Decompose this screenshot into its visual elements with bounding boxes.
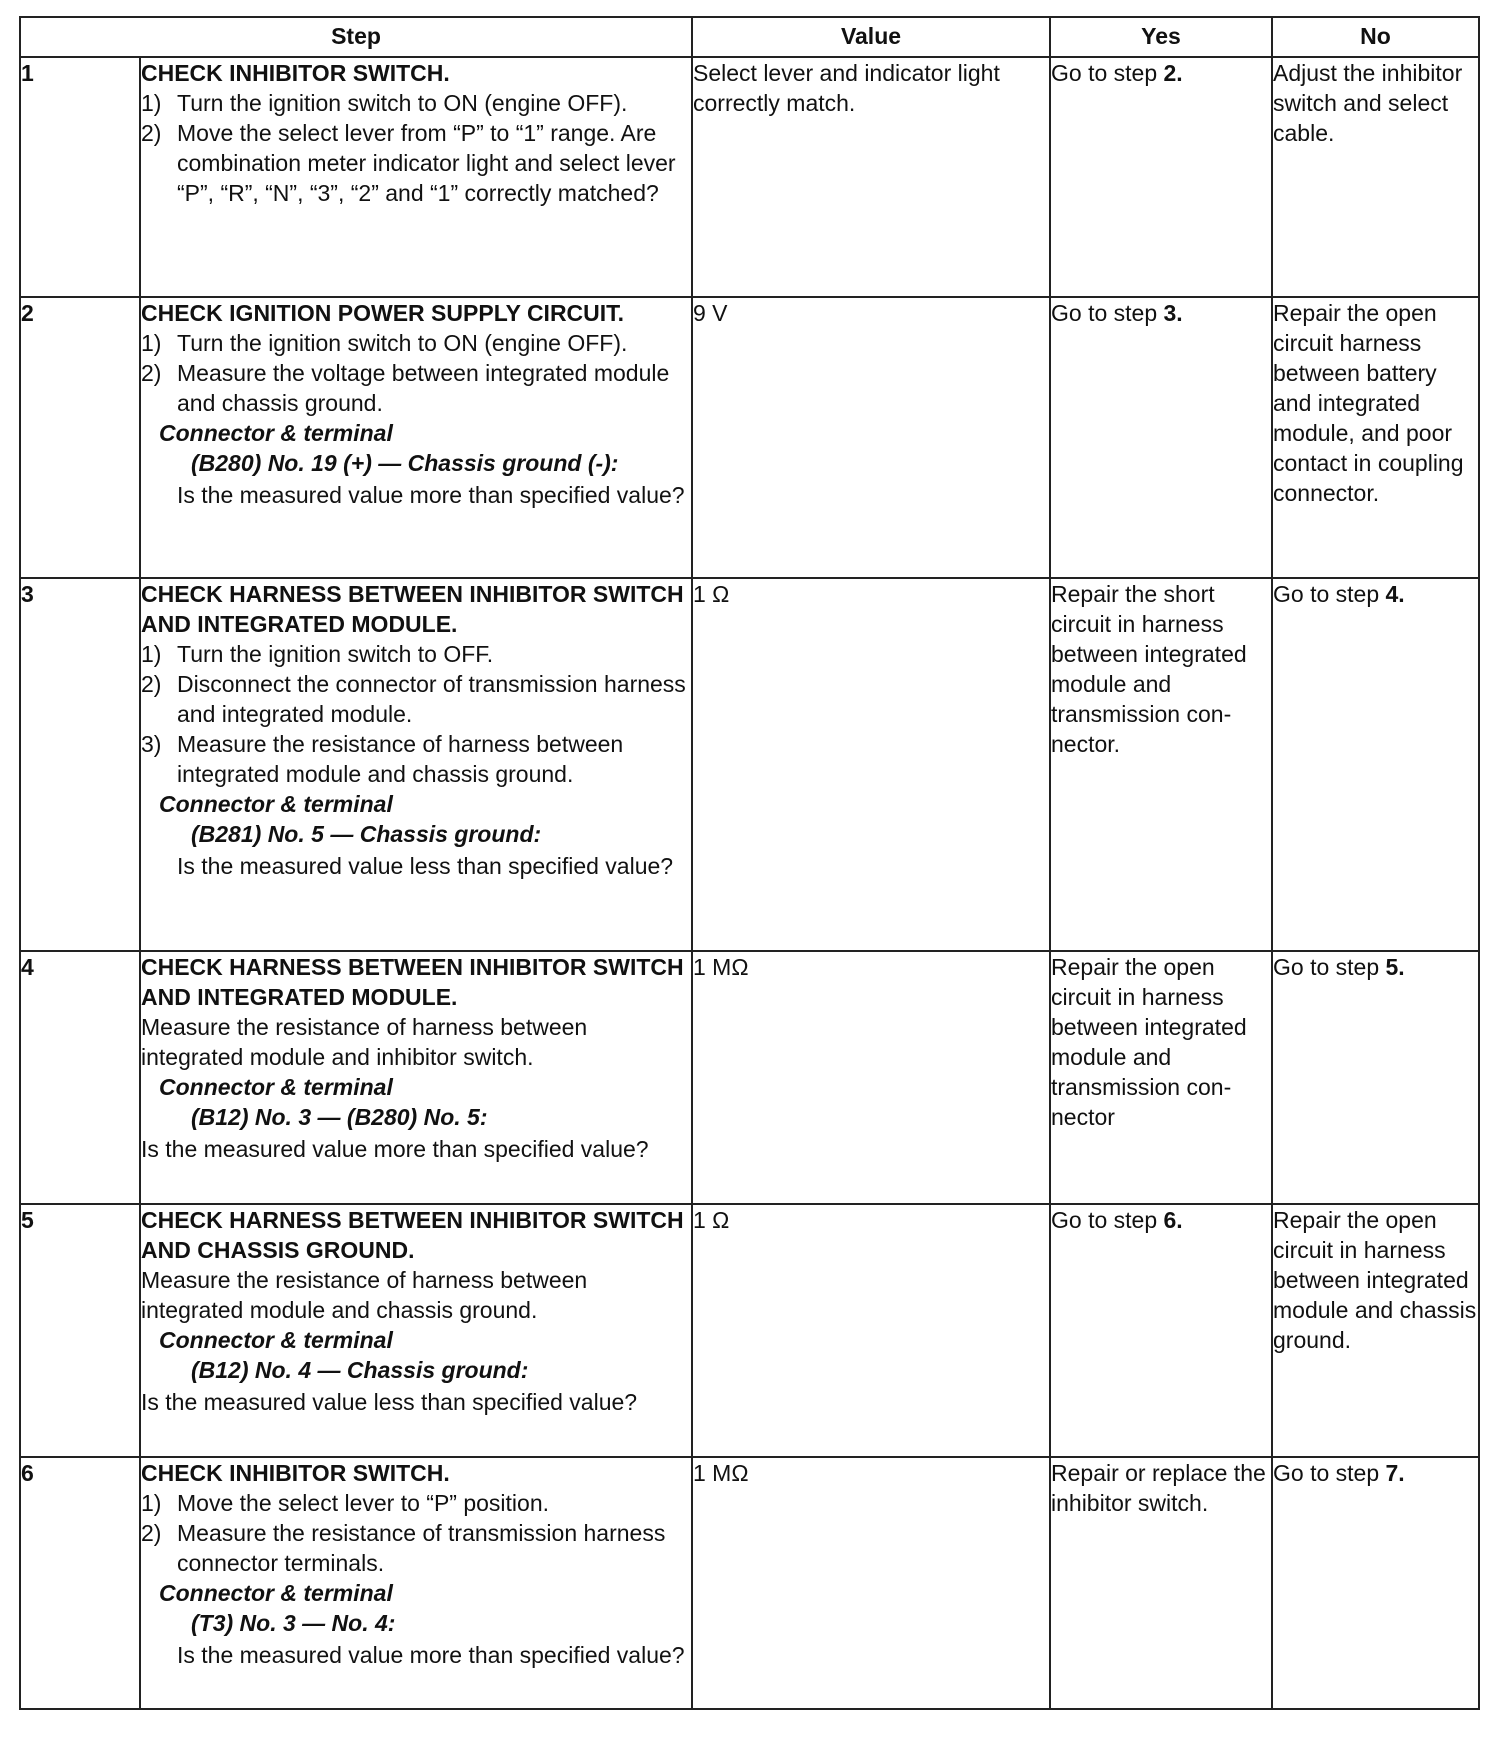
table-row bbox=[20, 951, 1479, 1204]
question: Is the measured value more than specified value? bbox=[141, 1136, 649, 1162]
connector-label: Connector & terminal bbox=[159, 1327, 393, 1353]
value-cell: 1 MΩ bbox=[692, 951, 1050, 1204]
step-title: CHECK HARNESS BETWEEN INHIBITOR SWITCH AND INTEGRATED MODULE. bbox=[141, 581, 684, 637]
step-number: 2 bbox=[20, 297, 140, 578]
question: Is the measured value more than specified value? bbox=[177, 482, 685, 508]
list-item: 2) Measure the resistance of transmission harness connector terminals. bbox=[141, 1520, 666, 1576]
step-description: Measure the resistance of harness between integrated module and chassis ground. bbox=[141, 1267, 588, 1323]
step-cell bbox=[140, 1457, 692, 1709]
step-title: CHECK INHIBITOR SWITCH. bbox=[141, 60, 450, 86]
list-item: 1) Turn the ignition switch to ON (engine OFF). bbox=[141, 330, 628, 356]
question: Is the measured value more than specified value? bbox=[177, 1642, 685, 1668]
header-value: Value bbox=[692, 17, 1050, 57]
question: Is the measured value less than specified value? bbox=[141, 1389, 638, 1415]
no-cell: Go to step 5. bbox=[1272, 951, 1479, 1204]
table-row bbox=[20, 297, 1479, 578]
list-item: 2) Move the select lever from “P” to “1” range. Are combination meter indicator light and select lever “P”, “R”, “N”, “3”, “2” and “1” correctly matched? bbox=[141, 120, 676, 206]
header-step: Step bbox=[20, 17, 692, 57]
step-number: 5 bbox=[20, 1204, 140, 1457]
step-number: 3 bbox=[20, 578, 140, 951]
step-cell bbox=[140, 1204, 692, 1457]
step-cell bbox=[140, 951, 692, 1204]
list-item: 3) Measure the resistance of harness between integrated module and chassis ground. bbox=[141, 731, 624, 787]
connector-label: Connector & terminal bbox=[159, 1580, 393, 1606]
yes-cell: Go to step 3. bbox=[1050, 297, 1272, 578]
yes-cell: Repair the open circuit in harness between integrated module and transmission connector bbox=[1050, 951, 1272, 1204]
value-cell: 1 MΩ bbox=[692, 1457, 1050, 1709]
value-cell: 9 V bbox=[692, 297, 1050, 578]
step-cell bbox=[140, 578, 692, 951]
list-item: 2) Measure the voltage between integrated module and chassis ground. bbox=[141, 360, 670, 416]
table-row bbox=[20, 1204, 1479, 1457]
step-description: Measure the resistance of harness between integrated module and inhibitor switch. bbox=[141, 1014, 588, 1070]
connector-label: Connector & terminal bbox=[159, 420, 393, 446]
no-cell: Go to step 7. bbox=[1272, 1457, 1479, 1709]
header-no: No bbox=[1272, 17, 1479, 57]
step-cell bbox=[140, 297, 692, 578]
step-title: CHECK IGNITION POWER SUPPLY CIRCUIT. bbox=[141, 300, 625, 326]
table-row bbox=[20, 57, 1479, 297]
connector-terminal: (T3) No. 3 — No. 4: bbox=[191, 1610, 396, 1636]
yes-cell: Go to step 2. bbox=[1050, 57, 1272, 297]
connector-label: Connector & terminal bbox=[159, 1074, 393, 1100]
list-item: 1) Turn the ignition switch to OFF. bbox=[141, 641, 494, 667]
question: Is the measured value less than specified value? bbox=[177, 853, 674, 879]
header-row bbox=[20, 17, 1479, 57]
connector-terminal: (B12) No. 3 — (B280) No. 5: bbox=[191, 1104, 488, 1130]
table-row bbox=[20, 1457, 1479, 1709]
no-cell: Repair the open circuit harness between battery and integrated module, and poor contact in coupling connector. bbox=[1272, 297, 1479, 578]
no-cell: Go to step 4. bbox=[1272, 578, 1479, 951]
yes-cell: Repair or replace the inhibitor switch. bbox=[1050, 1457, 1272, 1709]
diagnostic-table bbox=[19, 16, 1480, 1710]
step-cell bbox=[140, 57, 692, 297]
table-row bbox=[20, 578, 1479, 951]
step-list bbox=[141, 328, 691, 418]
step-number: 1 bbox=[20, 57, 140, 297]
step-list bbox=[141, 88, 691, 208]
list-item: 2) Disconnect the connector of transmission harness and integrated module. bbox=[141, 671, 686, 727]
yes-cell: Go to step 6. bbox=[1050, 1204, 1272, 1457]
value-cell: Select lever and indicator light correctly match. bbox=[692, 57, 1050, 297]
step-number: 4 bbox=[20, 951, 140, 1204]
header-yes: Yes bbox=[1050, 17, 1272, 57]
list-item: 1) Turn the ignition switch to ON (engine OFF). bbox=[141, 90, 628, 116]
no-cell: Adjust the inhibitor switch and select cable. bbox=[1272, 57, 1479, 297]
connector-label: Connector & terminal bbox=[159, 791, 393, 817]
no-cell: Repair the open circuit in harness between integrated module and chassis ground. bbox=[1272, 1204, 1479, 1457]
connector-terminal: (B281) No. 5 — Chassis ground: bbox=[191, 821, 542, 847]
step-number: 6 bbox=[20, 1457, 140, 1709]
value-cell: 1 Ω bbox=[692, 578, 1050, 951]
step-title: CHECK HARNESS BETWEEN INHIBITOR SWITCH AND INTEGRATED MODULE. bbox=[141, 954, 684, 1010]
yes-cell: Repair the short circuit in harness between integrated module and transmission connector. bbox=[1050, 578, 1272, 951]
step-title: CHECK INHIBITOR SWITCH. bbox=[141, 1460, 450, 1486]
value-cell: 1 Ω bbox=[692, 1204, 1050, 1457]
connector-terminal: (B12) No. 4 — Chassis ground: bbox=[191, 1357, 529, 1383]
connector-terminal: (B280) No. 19 (+) — Chassis ground (-): bbox=[191, 450, 619, 476]
list-item: 1) Move the select lever to “P” position. bbox=[141, 1490, 549, 1516]
step-list bbox=[141, 639, 691, 789]
step-list bbox=[141, 1488, 691, 1578]
step-title: CHECK HARNESS BETWEEN INHIBITOR SWITCH AND CHASSIS GROUND. bbox=[141, 1207, 684, 1263]
